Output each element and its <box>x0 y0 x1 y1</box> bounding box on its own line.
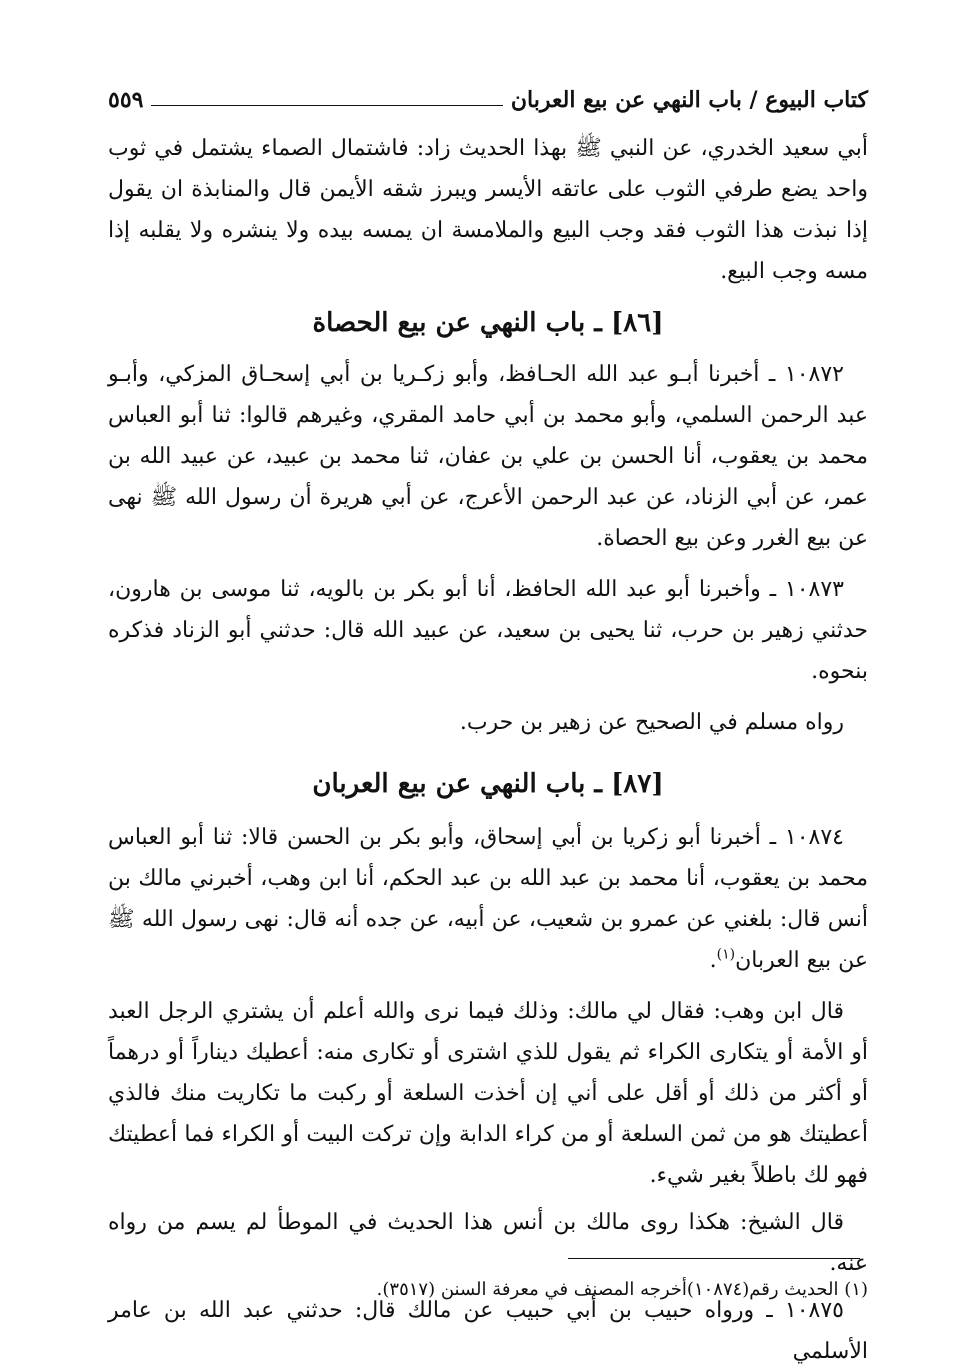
footnote-rule <box>568 1258 860 1259</box>
riwaya-note: رواه مسلم في الصحيح عن زهير بن حرب. <box>459 710 844 735</box>
header-rule <box>151 105 502 106</box>
hadith-10872: ١٠٨٧٢ ـ أخبرنا أبـو عبد الله الحـافظ، وأبو زكـريا بن أبي إسحـاق المزكي، وأبـو عبد الرحمن السلمي، وأبو محمد بن أبي حامد المقري، وغيرهم قالوا: ثنا أبو العباس محمد بن يعقوب، أنا الحسن بن علي بن عفان، ثنا محمد بن عبيد، عن عبيد الله بن عمر، عن أبي الزناد، عن عبد الرحمن الأعرج، عن أبي هريرة أن رسول الله ﷺ نهى عن بيع الغرر وعن بيع الحصاة. <box>108 362 868 551</box>
hadith-10874 <box>108 817 868 981</box>
shaykh-commentary: قال الشيخ: هكذا روى مالك بن أنس هذا الحديث في الموطأ لم يسم من رواه عنه. <box>108 1210 868 1276</box>
hadith-10875: ١٠٨٧٥ ـ ورواه حبيب بن أبي حبيب عن مالك قال: حدثني عبد الله بن عامر الأسلمي <box>108 1298 868 1364</box>
footnote-reference[interactable]: (١) <box>716 946 736 963</box>
page-body <box>108 78 868 1372</box>
chapter-heading-86: [٨٦] ـ باب النهي عن بيع الحصاة <box>312 308 664 338</box>
footnote: (١) الحديث رقم(١٠٨٧٤)أخرجه المصنف في معرفة السنن (٣٥١٧). <box>376 1279 868 1300</box>
hadith-10873: ١٠٨٧٣ ـ وأخبرنا أبو عبد الله الحافظ، أنا أبو بكر بن بالويه، ثنا موسى بن هارون، حدثني زهير بن حرب، ثنا يحيى بن سعيد، عن عبيد الله قال: حدثني أبو الزناد فذكره بنحوه. <box>108 577 868 684</box>
hadith-10874-end: . <box>709 948 717 973</box>
chapter-heading-87: [٨٧] ـ باب النهي عن بيع العربان <box>312 769 664 799</box>
paragraph-continuation: أبي سعيد الخدري، عن النبي ﷺ بهذا الحديث زاد: فاشتمال الصماء يشتمل في ثوب واحد يضع طرفي الثوب على عاتقه الأيسر ويبرز شقه الأيمن قال والمنابذة ان يقول إذا نبذت هذا الثوب فقد وجب البيع والملامسة ان يمسه بيده ولا ينشره ولا يقلبه إذا مسه وجب البيع. <box>108 136 868 284</box>
ibn-wahb-commentary: قال ابن وهب: فقال لي مالك: وذلك فيما نرى والله أعلم أن يشتري الرجل العبد أو الأمة أو يتكارى الكراء ثم يقول للذي اشترى أو تكارى منه: أعطيك ديناراً أو درهماً أو أكثر من ذلك أو أقل على أني إن أخذت السلعة أو ركبت ما تكاريت منك فالذي أعطيتك هو من ثمن السلعة أو من كراء الدابة وإن تركت البيت أو الكراء فما أعطيتك فهو لك باطلاً بغير شيء. <box>108 999 868 1188</box>
running-header <box>108 78 868 122</box>
book-chapter-title: كتاب البيوع / باب النهي عن بيع العربان <box>510 87 868 113</box>
page-number: ٥٥٩ <box>108 87 144 113</box>
hadith-10874-text: ١٠٨٧٤ ـ أخبرنا أبو زكريا بن أبي إسحاق، وأبو بكر بن الحسن قالا: ثنا أبو العباس محمد بن يعقوب، أنا محمد بن عبد الله بن عبد الحكم، أنا ابن وهب، أخبرني مالك بن أنس قال: بلغني عن عمرو بن شعيب، عن أبيه، عن جده أنه قال: نهى رسول الله ﷺ عن بيع العربان <box>108 825 868 973</box>
